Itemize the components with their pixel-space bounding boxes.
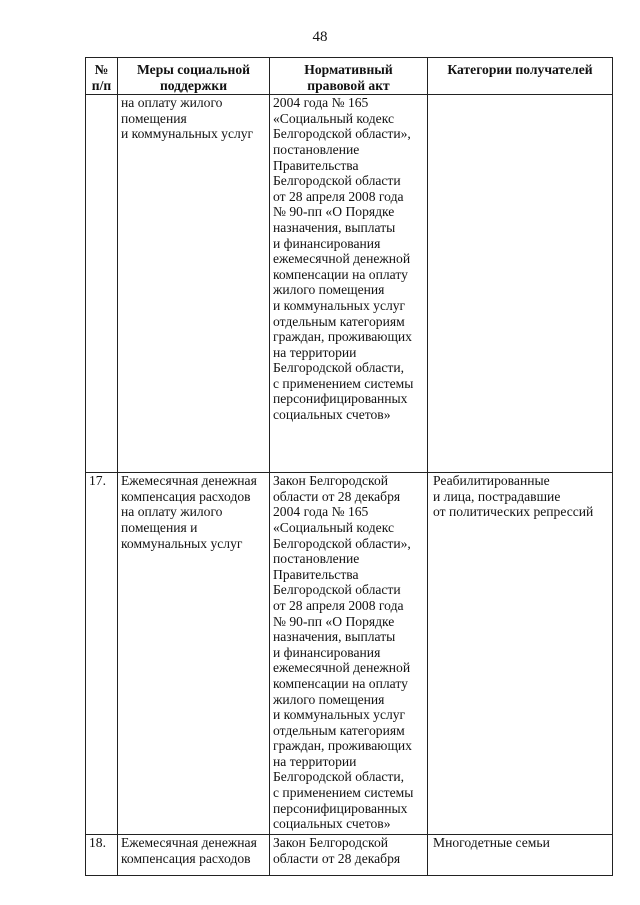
cell-line: граждан, проживающих xyxy=(273,329,412,345)
header-number: № п/п xyxy=(86,58,118,95)
legal-act-cell xyxy=(270,95,428,473)
cell-line: ежемесячной денежной xyxy=(273,251,411,267)
cell-line: на оплату жилого xyxy=(121,504,223,520)
recipients-cell xyxy=(428,95,613,473)
cell-line: от 28 апреля 2008 года xyxy=(273,188,404,204)
cell-line: постановление xyxy=(273,551,360,567)
cell-line: и финансирования xyxy=(273,235,381,251)
cell-line: социальных счетов» xyxy=(273,407,391,423)
cell-line: компенсация расходов xyxy=(121,850,251,866)
header-legal-act: Нормативный правовой акт xyxy=(270,58,428,95)
cell-line: Правительства xyxy=(273,157,359,173)
cell-line: и лица, пострадавшие xyxy=(433,488,561,504)
row-number xyxy=(86,95,118,473)
measure-cell xyxy=(118,95,270,473)
cell-line: от 28 апреля 2008 года xyxy=(273,597,404,613)
cell-line: помещения xyxy=(121,110,187,126)
measure-cell xyxy=(118,473,270,835)
recipients-cell xyxy=(428,835,613,876)
cell-line: и коммунальных услуг xyxy=(273,707,406,723)
cell-line: назначения, выплаты xyxy=(273,219,396,235)
cell-line: Закон Белгородской xyxy=(273,473,389,489)
cell-line: с применением системы xyxy=(273,785,414,801)
header-measures: Меры социальной поддержки xyxy=(118,58,270,95)
cell-line: Белгородской области xyxy=(273,582,401,598)
cell-line: 2004 года № 165 xyxy=(273,95,369,111)
cell-line: «Социальный кодекс xyxy=(273,519,394,535)
cell-line: постановление xyxy=(273,141,360,157)
social-support-table xyxy=(85,57,613,876)
cell-line: жилого помещения xyxy=(273,282,385,298)
cell-line: Ежемесячная денежная xyxy=(121,835,257,851)
cell-line: Многодетные семьи xyxy=(433,835,550,851)
cell-line: компенсации на оплату xyxy=(273,266,408,282)
page-number: 48 xyxy=(312,29,328,45)
table-header-row xyxy=(86,58,613,95)
cell-line: Белгородской области, xyxy=(273,769,405,785)
cell-line: жилого помещения xyxy=(273,691,385,707)
legal-act-cell xyxy=(270,835,428,876)
cell-line: Белгородской области», xyxy=(273,535,411,551)
row-number: 17. xyxy=(86,473,118,835)
recipients-cell xyxy=(428,473,613,835)
cell-line: с применением системы xyxy=(273,375,414,391)
cell-line: от политических репрессий xyxy=(433,504,594,520)
legal-act-cell xyxy=(270,473,428,835)
cell-line: Правительства xyxy=(273,566,359,582)
cell-line: помещения и xyxy=(121,519,198,535)
cell-line: и коммунальных услуг xyxy=(121,126,254,142)
table-row xyxy=(86,95,613,473)
cell-line: Белгородской области, xyxy=(273,360,405,376)
cell-line: компенсации на оплату xyxy=(273,675,408,691)
cell-line: на оплату жилого xyxy=(121,95,223,111)
cell-line: назначения, выплаты xyxy=(273,629,396,645)
cell-line: компенсация расходов xyxy=(121,488,251,504)
cell-line: ежемесячной денежной xyxy=(273,660,411,676)
cell-line: области от 28 декабря xyxy=(273,850,401,866)
cell-line: Белгородской области xyxy=(273,173,401,189)
cell-line: социальных счетов» xyxy=(273,816,391,832)
cell-line: и коммунальных услуг xyxy=(273,297,406,313)
cell-line: персонифицированных xyxy=(273,800,408,816)
cell-line: коммунальных услуг xyxy=(121,535,243,551)
cell-line: отдельным категориям xyxy=(273,722,405,738)
cell-line: № 90-пп «О Порядке xyxy=(273,204,395,220)
cell-line: Реабилитированные xyxy=(433,473,550,489)
table-row xyxy=(86,473,613,835)
cell-line: Ежемесячная денежная xyxy=(121,473,257,489)
row-number: 18. xyxy=(86,835,118,876)
cell-line: и финансирования xyxy=(273,644,381,660)
cell-line: граждан, проживающих xyxy=(273,738,412,754)
cell-line: персонифицированных xyxy=(273,391,408,407)
cell-line: «Социальный кодекс xyxy=(273,110,394,126)
cell-line: 2004 года № 165 xyxy=(273,504,369,520)
cell-line: на территории xyxy=(273,753,357,769)
cell-line: области от 28 декабря xyxy=(273,488,401,504)
cell-line: отдельным категориям xyxy=(273,313,405,329)
header-recipients: Категории получателей xyxy=(428,58,613,95)
table-row xyxy=(86,835,613,876)
cell-line: на территории xyxy=(273,344,357,360)
measure-cell xyxy=(118,835,270,876)
cell-line: Белгородской области», xyxy=(273,126,411,142)
cell-line: № 90-пп «О Порядке xyxy=(273,613,395,629)
cell-line: Закон Белгородской xyxy=(273,835,389,851)
